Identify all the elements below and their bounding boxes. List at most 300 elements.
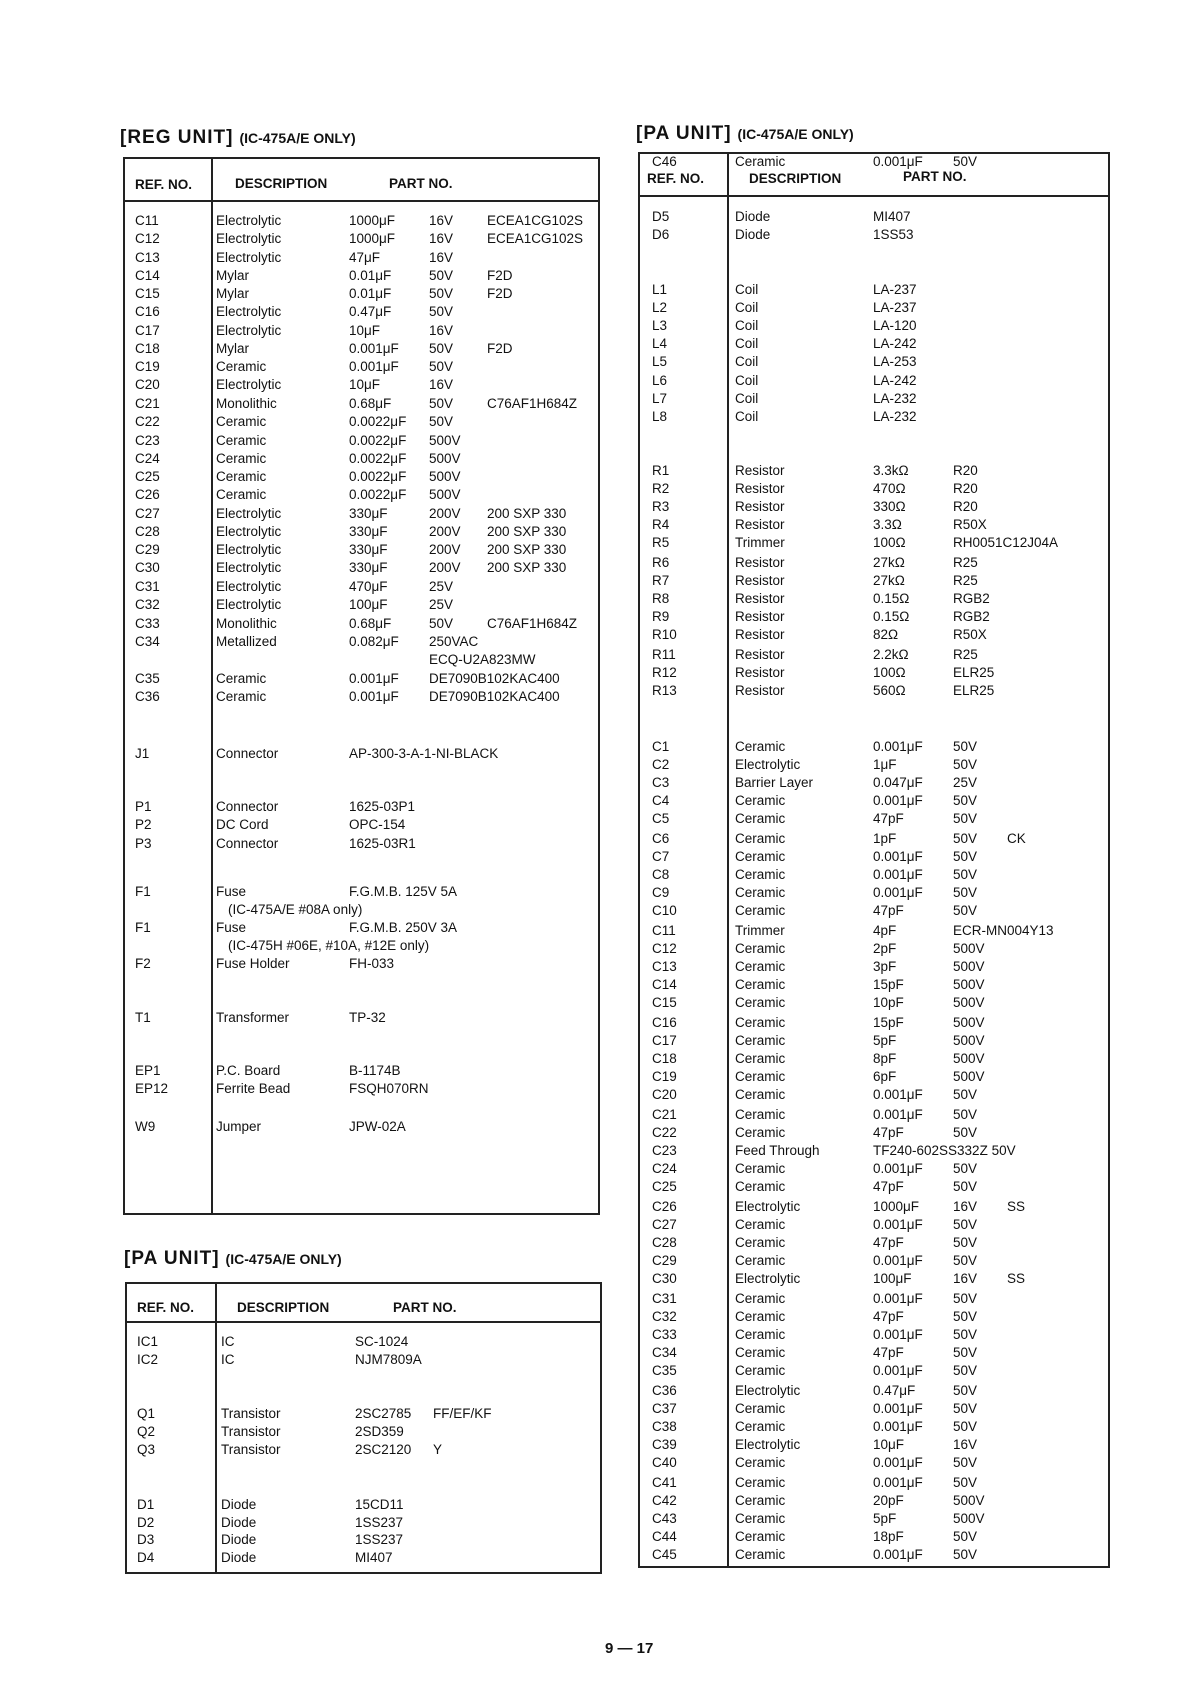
part-no-cell: 0.001μF	[873, 793, 923, 808]
ref-no-cell: C35	[652, 1363, 677, 1378]
part-spec-cell: R25	[953, 573, 978, 588]
part-no-cell: 0.001μF	[873, 1217, 923, 1232]
ref-no-cell: C8	[652, 867, 670, 882]
part-spec-cell: 500V	[429, 433, 461, 448]
part-no-cell: 10μF	[349, 323, 381, 338]
part-spec-cell: FF/EF/KF	[433, 1406, 492, 1421]
part-no-cell: JPW-02A	[349, 1119, 406, 1134]
description-cell: Ceramic	[216, 689, 267, 704]
ref-no-cell: C20	[135, 377, 160, 392]
part-spec-cell: 50V	[953, 903, 978, 918]
ref-no-cell: T1	[135, 1010, 151, 1025]
part-no-cell: 47pF	[873, 903, 904, 918]
part-no-cell: 6pF	[873, 1069, 897, 1084]
part-no-cell: FH-033	[349, 956, 395, 971]
description-cell: Electrolytic	[216, 304, 282, 319]
description-cell: Electrolytic	[216, 250, 282, 265]
part-no-cell: 47pF	[873, 1235, 904, 1250]
part-spec-cell: 50V	[953, 1547, 978, 1562]
ref-no-cell: L4	[652, 336, 668, 351]
pa-unit-right-table	[638, 152, 1110, 1568]
part-spec-cell: Y	[433, 1442, 443, 1457]
part-spec-cell: ELR25	[953, 665, 995, 680]
part-spec-cell: 50V	[953, 154, 978, 169]
description-header: DESCRIPTION	[235, 176, 328, 191]
ref-no-cell: C1	[652, 739, 670, 754]
part-no-cell: 10μF	[873, 1437, 905, 1452]
part-no-cell: 27kΩ	[873, 573, 905, 588]
part-no-cell: 1SS237	[355, 1515, 404, 1530]
description-cell: Coil	[735, 336, 759, 351]
part-no-cell: 0.047μF	[873, 775, 923, 790]
description-cell: Fuse	[216, 884, 247, 899]
part-spec-cell: 50V	[953, 1161, 978, 1176]
part-no-cell: 100μF	[873, 1271, 912, 1286]
ref-no-cell: C16	[135, 304, 160, 319]
description-cell: Mylar	[216, 286, 249, 301]
description-cell: Ceramic	[735, 1051, 786, 1066]
ref-no-cell: F1	[135, 884, 151, 899]
part-spec-cell: R20	[953, 481, 978, 496]
part-spec-cell: RGB2	[953, 591, 990, 606]
part-extra-cell: 200 SXP 330	[487, 560, 567, 575]
ref-no-cell: C10	[652, 903, 677, 918]
ref-no-cell: R5	[652, 535, 670, 550]
ref-no-cell: C22	[652, 1125, 677, 1140]
part-no-cell: 0.082μF	[349, 634, 399, 649]
part-no-cell: 0.001μF	[873, 1291, 923, 1306]
ref-no-cell: C22	[135, 414, 160, 429]
part-no-cell: LA-232	[873, 409, 917, 424]
ref-no-cell: C42	[652, 1493, 677, 1508]
description-cell: Ceramic	[735, 1327, 786, 1342]
part-spec-cell: 16V	[953, 1199, 978, 1214]
ref-no-cell: L2	[652, 300, 668, 315]
description-cell: (IC-475A/E #08A only)	[228, 902, 363, 917]
part-spec-cell: 50V	[953, 757, 978, 772]
pa-unit-left-table	[125, 1282, 602, 1574]
description-cell: Ceramic	[735, 1529, 786, 1544]
part-extra-cell: F2D	[487, 286, 513, 301]
part-no-cell: 1SS53	[873, 227, 914, 242]
ref-no-cell: EP1	[135, 1063, 161, 1078]
reg-unit-heading: [REG UNIT] (IC-475A/E ONLY)	[120, 127, 356, 148]
description-cell: Ceramic	[735, 977, 786, 992]
part-no-cell: LA-242	[873, 373, 917, 388]
part-extra-cell: SS	[1007, 1199, 1026, 1214]
part-extra-cell: 200 SXP 330	[487, 542, 567, 557]
part-no-cell: LA-237	[873, 300, 917, 315]
description-cell: Electrolytic	[735, 1199, 801, 1214]
ref-no-cell: C33	[135, 616, 160, 631]
part-extra-cell: SS	[1007, 1271, 1026, 1286]
description-cell: Ceramic	[735, 1253, 786, 1268]
part-no-cell: 5pF	[873, 1511, 897, 1526]
description-cell: Jumper	[216, 1119, 262, 1134]
description-cell: Coil	[735, 409, 759, 424]
part-no-cell: LA-242	[873, 336, 917, 351]
part-no-cell: 20pF	[873, 1493, 904, 1508]
part-extra-cell: F2D	[487, 341, 513, 356]
description-cell: Resistor	[735, 517, 785, 532]
description-cell: Ceramic	[735, 1235, 786, 1250]
part-no-cell: F.G.M.B. 125V 5A	[349, 884, 458, 899]
description-cell: Ceramic	[216, 469, 267, 484]
description-cell: Ceramic	[735, 1401, 786, 1416]
ref-no-cell: C21	[652, 1107, 677, 1122]
part-spec-cell: RGB2	[953, 609, 990, 624]
ref-no-cell: W9	[135, 1119, 156, 1134]
part-extra-cell: F2D	[487, 268, 513, 283]
description-cell: Ceramic	[735, 1345, 786, 1360]
pa-unit-heading-left: [PA UNIT] (IC-475A/E ONLY)	[124, 1248, 342, 1269]
ref-no-cell: C46	[652, 154, 677, 169]
description-cell: Transistor	[221, 1424, 281, 1439]
part-spec-cell: 16V	[429, 377, 454, 392]
description-cell: Resistor	[735, 591, 785, 606]
part-spec-cell: 50V	[953, 1235, 978, 1250]
part-spec-cell: 50V	[953, 1107, 978, 1122]
part-no-cell: 2.2kΩ	[873, 647, 909, 662]
ref-no-cell: C32	[652, 1309, 677, 1324]
description-cell: Ferrite Bead	[216, 1081, 291, 1096]
part-no-cell: MI407	[355, 1550, 393, 1565]
description-cell: Ceramic	[735, 1015, 786, 1030]
part-spec-cell: 50V	[953, 1291, 978, 1306]
part-no-cell: 47μF	[349, 250, 381, 265]
part-no-cell: FSQH070RN	[349, 1081, 429, 1096]
description-cell: Coil	[735, 391, 759, 406]
ref-no-cell: R13	[652, 683, 677, 698]
part-no-cell: 560Ω	[873, 683, 906, 698]
ref-no-cell: R3	[652, 499, 670, 514]
ref-no-cell: C29	[652, 1253, 677, 1268]
part-no-cell: 0.001μF	[349, 689, 399, 704]
description-cell: Transistor	[221, 1442, 281, 1457]
description-cell: Fuse	[216, 920, 247, 935]
ref-no-cell: R6	[652, 555, 670, 570]
ref-no-cell: C32	[135, 597, 160, 612]
part-no-cell: 5pF	[873, 1033, 897, 1048]
part-no-cell: 0.001μF	[873, 1087, 923, 1102]
description-cell: Electrolytic	[216, 542, 282, 557]
part-spec-cell: 500V	[429, 469, 461, 484]
ref-no-cell: C15	[652, 995, 677, 1010]
part-spec-cell: 16V	[429, 250, 454, 265]
description-cell: Resistor	[735, 627, 785, 642]
part-no-cell: 0.001μF	[873, 1107, 923, 1122]
part-spec-cell: 50V	[429, 268, 454, 283]
description-cell: Coil	[735, 300, 759, 315]
ref-no-cell: C13	[135, 250, 160, 265]
part-spec-cell: 16V	[429, 231, 454, 246]
part-no-cell: 1000μF	[349, 213, 396, 228]
part-no-cell: 1μF	[873, 757, 897, 772]
description-cell: Ceramic	[735, 1125, 786, 1140]
description-cell: Ceramic	[735, 1291, 786, 1306]
part-no-cell: TP-32	[349, 1010, 386, 1025]
description-cell: Ceramic	[735, 959, 786, 974]
part-no-cell: 15CD11	[355, 1497, 404, 1512]
part-spec-cell: 50V	[953, 1327, 978, 1342]
part-spec-cell: DE7090B102KAC400	[429, 671, 560, 686]
part-spec-cell: 16V	[429, 213, 454, 228]
ref-no-cell: C14	[135, 268, 160, 283]
part-spec-cell: 50V	[953, 867, 978, 882]
description-cell: Electrolytic	[735, 1271, 801, 1286]
description-cell: Resistor	[735, 463, 785, 478]
description-cell: Ceramic	[735, 867, 786, 882]
part-spec-cell: 50V	[953, 885, 978, 900]
part-spec-cell: 500V	[953, 1033, 985, 1048]
description-cell: Ceramic	[216, 414, 267, 429]
part-extra-cell: C76AF1H684Z	[487, 616, 578, 631]
part-no-header: PART NO.	[903, 169, 967, 184]
part-spec-cell: 500V	[953, 1069, 985, 1084]
part-no-cell: 0.001μF	[873, 1455, 923, 1470]
description-cell: Ceramic	[735, 1069, 786, 1084]
part-no-cell: 1625-03P1	[349, 799, 416, 814]
part-no-cell: 1000μF	[873, 1199, 920, 1214]
part-spec-cell: R20	[953, 499, 978, 514]
part-spec-cell: 500V	[953, 1051, 985, 1066]
part-no-cell: 330μF	[349, 542, 388, 557]
ref-no-cell: C12	[652, 941, 677, 956]
ref-no-cell: C18	[652, 1051, 677, 1066]
part-spec-cell: R20	[953, 463, 978, 478]
part-no-cell: 100μF	[349, 597, 388, 612]
description-cell: Ceramic	[735, 995, 786, 1010]
ref-no-cell: C17	[652, 1033, 677, 1048]
part-no-cell: 330μF	[349, 560, 388, 575]
part-spec-cell: 25V	[429, 579, 454, 594]
part-no-cell: 10pF	[873, 995, 904, 1010]
description-cell: Ceramic	[735, 811, 786, 826]
part-spec-cell: 200V	[429, 560, 461, 575]
part-no-cell: 2SD359	[355, 1424, 404, 1439]
ref-no-cell: R12	[652, 665, 677, 680]
part-spec-cell: ELR25	[953, 683, 995, 698]
part-spec-cell: DE7090B102KAC400	[429, 689, 560, 704]
description-cell: P.C. Board	[216, 1063, 281, 1078]
part-no-cell: 1625-03R1	[349, 836, 416, 851]
part-extra-cell: 200 SXP 330	[487, 524, 567, 539]
part-no-cell: 0.0022μF	[349, 487, 407, 502]
part-no-cell: 100Ω	[873, 665, 906, 680]
part-spec-cell: 250VAC	[429, 634, 479, 649]
part-no-cell: 0.0022μF	[349, 433, 407, 448]
ref-no-cell: C26	[135, 487, 160, 502]
ref-no-cell: C19	[135, 359, 160, 374]
ref-no-cell: IC2	[137, 1352, 159, 1367]
description-cell: Transistor	[221, 1406, 281, 1421]
part-no-cell: 0.001μF	[349, 671, 399, 686]
description-cell: DC Cord	[216, 817, 269, 832]
description-cell: Ceramic	[216, 671, 267, 686]
ref-no-cell: C39	[652, 1437, 677, 1452]
ref-no-cell: C23	[652, 1143, 677, 1158]
ref-no-cell: C31	[652, 1291, 677, 1306]
part-spec-cell: 50V	[953, 739, 978, 754]
ref-no-cell: C26	[652, 1199, 677, 1214]
description-cell: Electrolytic	[216, 579, 282, 594]
part-spec-cell: 25V	[953, 775, 978, 790]
description-cell: Electrolytic	[735, 757, 801, 772]
part-spec-cell: 500V	[953, 995, 985, 1010]
part-no-cell: 2pF	[873, 941, 897, 956]
part-spec-cell: 50V	[953, 1383, 978, 1398]
part-no-cell: 0.01μF	[349, 268, 392, 283]
part-spec-cell: R25	[953, 647, 978, 662]
part-no-cell: 8pF	[873, 1051, 897, 1066]
ref-no-cell: C16	[652, 1015, 677, 1030]
part-no-cell: 47pF	[873, 1125, 904, 1140]
description-cell: Metallized	[216, 634, 277, 649]
description-cell: Diode	[221, 1515, 257, 1530]
part-no-cell: 2SC2785	[355, 1406, 412, 1421]
part-spec-cell: 500V	[953, 941, 985, 956]
ref-no-cell: C9	[652, 885, 670, 900]
part-spec-cell: 500V	[429, 451, 461, 466]
part-no-cell: 27kΩ	[873, 555, 905, 570]
part-spec-cell: 16V	[429, 323, 454, 338]
description-cell: Electrolytic	[735, 1383, 801, 1398]
part-no-cell: 1SS237	[355, 1532, 404, 1547]
description-cell: Diode	[735, 227, 771, 242]
description-cell: Fuse Holder	[216, 956, 290, 971]
part-no-cell: 1000μF	[349, 231, 396, 246]
part-no-cell: 0.001μF	[873, 1363, 923, 1378]
part-spec-cell: 50V	[953, 1087, 978, 1102]
part-spec-cell: R50X	[953, 627, 987, 642]
ref-no-cell: C45	[652, 1547, 677, 1562]
ref-no-cell: Q1	[137, 1406, 156, 1421]
ref-no-cell: D3	[137, 1532, 155, 1547]
description-cell: Coil	[735, 354, 759, 369]
part-spec-cell: ECQ-U2A823MW	[429, 652, 536, 667]
ref-no-cell: C31	[135, 579, 160, 594]
part-no-cell: 15pF	[873, 1015, 904, 1030]
description-cell: Resistor	[735, 609, 785, 624]
part-no-cell: 0.0022μF	[349, 451, 407, 466]
part-no-cell: 3.3kΩ	[873, 463, 909, 478]
description-cell: Resistor	[735, 647, 785, 662]
part-no-cell: 47pF	[873, 1345, 904, 1360]
description-cell: Ceramic	[216, 433, 267, 448]
part-no-cell: 0.001μF	[873, 1161, 923, 1176]
ref-no-cell: L1	[652, 282, 668, 297]
ref-no-header: REF. NO.	[647, 171, 705, 186]
part-spec-cell: 50V	[953, 1529, 978, 1544]
part-no-cell: 0.001μF	[873, 1327, 923, 1342]
ref-no-cell: D5	[652, 209, 670, 224]
ref-no-cell: C43	[652, 1511, 677, 1526]
description-cell: Feed Through	[735, 1143, 820, 1158]
ref-no-cell: R2	[652, 481, 670, 496]
part-no-cell: MI407	[873, 209, 911, 224]
part-no-cell: 470μF	[349, 579, 388, 594]
description-cell: Electrolytic	[735, 1437, 801, 1452]
part-no-cell: 0.001μF	[873, 867, 923, 882]
part-no-cell: 0.001μF	[873, 1475, 923, 1490]
part-no-cell: 0.001μF	[873, 1547, 923, 1562]
description-cell: Ceramic	[735, 941, 786, 956]
ref-no-cell: F1	[135, 920, 151, 935]
description-cell: Coil	[735, 373, 759, 388]
ref-no-cell: C14	[652, 977, 677, 992]
part-spec-cell: 50V	[429, 396, 454, 411]
ref-no-cell: C30	[652, 1271, 677, 1286]
description-cell: Connector	[216, 746, 279, 761]
part-no-cell: 82Ω	[873, 627, 899, 642]
table-header	[125, 159, 598, 202]
part-no-cell: 2SC2120	[355, 1442, 412, 1457]
part-spec-cell: 50V	[953, 793, 978, 808]
ref-no-cell: C24	[652, 1161, 677, 1176]
description-cell: Resistor	[735, 573, 785, 588]
ref-no-cell: D6	[652, 227, 670, 242]
part-spec-cell: ECR-MN004Y13	[953, 923, 1054, 938]
ref-no-cell: R1	[652, 463, 670, 478]
ref-no-cell: R11	[652, 647, 676, 662]
ref-no-cell: C6	[652, 831, 670, 846]
description-cell: Electrolytic	[216, 560, 282, 575]
part-spec-cell: 16V	[953, 1271, 978, 1286]
description-cell: Ceramic	[735, 1033, 786, 1048]
ref-no-cell: C17	[135, 323, 160, 338]
ref-no-cell: C25	[652, 1179, 677, 1194]
description-cell: Ceramic	[735, 1161, 786, 1176]
part-no-cell: 0.001μF	[349, 359, 399, 374]
ref-no-cell: Q3	[137, 1442, 156, 1457]
part-no-cell: 4pF	[873, 923, 897, 938]
ref-no-cell: C3	[652, 775, 670, 790]
part-extra-cell: CK	[1007, 831, 1026, 846]
description-cell: Transformer	[216, 1010, 290, 1025]
part-spec-cell: 50V	[429, 414, 454, 429]
table-header	[127, 1284, 600, 1323]
description-cell: Connector	[216, 836, 279, 851]
description-cell: Connector	[216, 799, 279, 814]
description-cell: Monolithic	[216, 396, 277, 411]
description-cell: Ceramic	[735, 1493, 786, 1508]
ref-no-cell: C12	[135, 231, 160, 246]
part-no-cell: 330μF	[349, 524, 388, 539]
part-spec-cell: 200V	[429, 524, 461, 539]
description-cell: Coil	[735, 318, 759, 333]
description-cell: Electrolytic	[216, 506, 282, 521]
description-cell: Ceramic	[735, 831, 786, 846]
ref-no-cell: D1	[137, 1497, 155, 1512]
part-no-cell: 0.001μF	[873, 1401, 923, 1416]
pa-unit-heading-right: [PA UNIT] (IC-475A/E ONLY)	[636, 123, 854, 144]
part-spec-cell: 50V	[953, 1363, 978, 1378]
ref-no-cell: C37	[652, 1401, 677, 1416]
ref-no-cell: C13	[652, 959, 677, 974]
ref-no-cell: C27	[135, 506, 160, 521]
part-no-cell: 47pF	[873, 1179, 904, 1194]
description-cell: Ceramic	[735, 1087, 786, 1102]
description-cell: Diode	[735, 209, 771, 224]
description-cell: Diode	[221, 1532, 257, 1547]
part-no-cell: 1pF	[873, 831, 897, 846]
ref-no-cell: C25	[135, 469, 160, 484]
ref-no-cell: C44	[652, 1529, 677, 1544]
part-spec-cell: 25V	[429, 597, 454, 612]
description-cell: Electrolytic	[216, 323, 282, 338]
description-cell: IC	[221, 1352, 235, 1367]
page-number: 9 — 17	[605, 1640, 654, 1657]
